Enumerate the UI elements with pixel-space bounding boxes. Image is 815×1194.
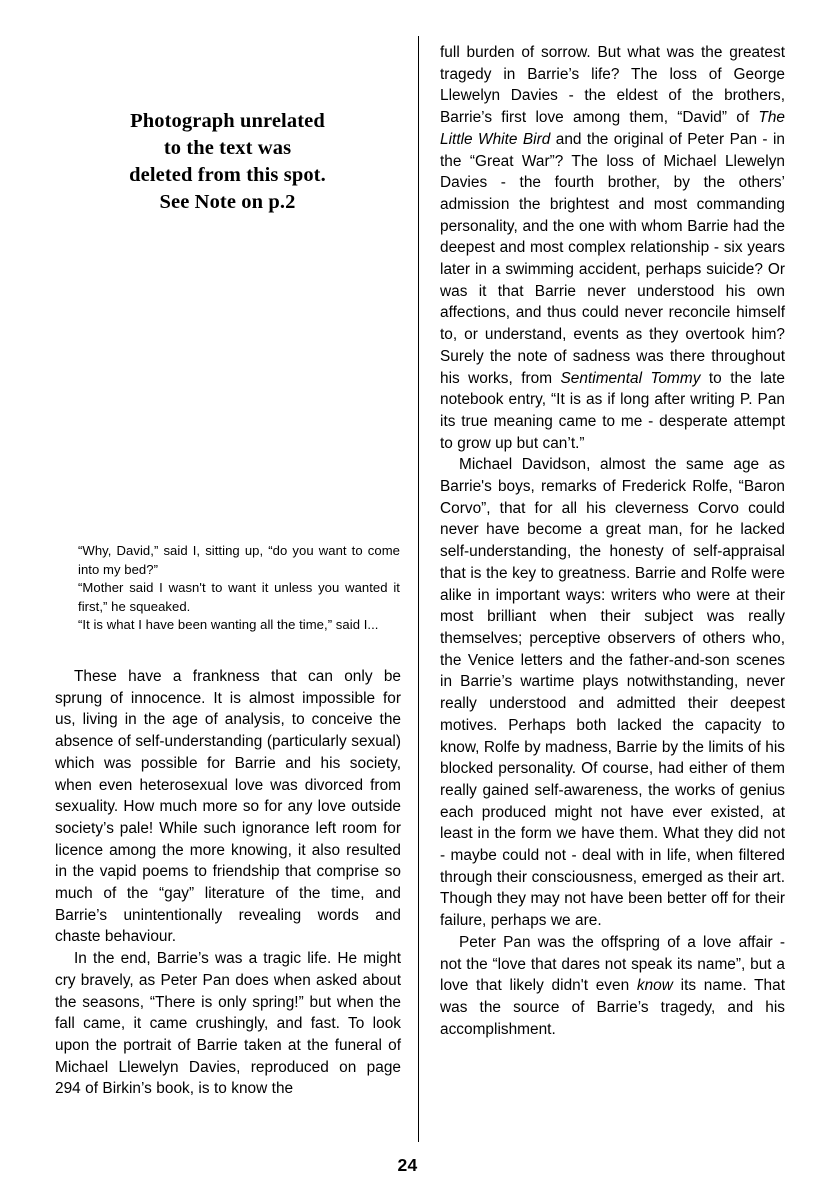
paragraph-text-run: full burden of sorrow. But what was the greatest tragedy in Barrie’s life? The loss of George Llewelyn Davies - the eldest of the brothers, Barrie’s first love among them, “David” of [440,44,785,127]
book-title-little-white-bird: The Little White Bird [440,109,785,148]
left-column [55,40,400,216]
photo-notice-line-2: to the text was [163,137,292,159]
photo-notice-line-4: See Note on p.2 [159,191,296,213]
right-column [440,42,785,1040]
paragraph [440,42,785,454]
paragraph-text-run: to the late notebook entry, “It is as if long after writing P. Pan its true meaning came to me - desperate attempt to grow up but can’t.” [440,369,785,452]
photo-notice-line-1: Photograph unrelated [130,110,325,132]
blockquote-line-3: “It is what I have been wanting all the time,” said I... [78,617,379,633]
paragraph-text-run: its name. That was the source of Barrie’s tragedy, and his accomplishment. [440,977,785,1038]
paragraph [440,932,785,1041]
book-title-sentimental-tommy: Sentimental Tommy [560,369,701,387]
blockquote-line-2: “Mother said I wasn't to want it unless you wanted it first,” he squeaked. [78,580,400,614]
paragraph-text-run: Peter Pan was the offspring of a love affair - not the “love that dares not speak its name”, but a love that likely didn't even [440,933,785,995]
blockquote-line-1: “Why, David,” said I, sitting up, “do you want to come into my bed?” [78,543,400,577]
paragraph-text-run: and the original of Peter Pan - in the “Great War”? The loss of Michael Llewelyn Davies - the fourth brother, by the others’ admission the brightest and most commanding personality, and the one with whom Barrie had the deepest and most complex relationship - six years later in a swimming accident, perhaps suicide? Or was it that Barrie never understood his own affections, and thus could never reconcile himself to, or understand, events as they overtook him? Surely the note of sadness was there throughout his works, from [440,130,786,387]
paragraph: Michael Davidson, almost the same age as Barrie's boys, remarks of Frederick Rolfe, “Baron Corvo”, that for all his cleverness Corvo could never have become a great man, for he lacked self-understanding, the honesty of self-appraisal that is the key to greatness. Barrie and Rolfe were alike in important ways: writers who were at their most brilliant when their subject was really themselves; perceptive observers of others who, the Venice letters and the father-and-son scenes in Barrie’s wartime plays notwithstanding, never really understood and admitted their deepest motives. Perhaps both lacked the capacity to know, Rolfe by madness, Barrie by the limits of his blocked personality. Of course, had either of them really gained self-awareness, the works of genius each produced might not have ever existed, at least in the form we have them. What they did not - maybe could not - deal with in life, when filtered through their consciousness, emerged as their art. Though they may not have been better off for their failure, perhaps we are. [440,456,785,930]
left-column-body [55,666,401,1100]
paragraph: These have a frankness that can only be sprung of innocence. It is almost impossible for us, living in the age of analysis, to conceive the absence of self-understanding (particularly sexual) which was possible for Barrie and his society, when even heterosexual love was divorced from sexuality. How much more so for any love outside society’s pale! While such ignorance left room for licence among the more knowing, it also resulted in the vapid poems to friendship that comprise so much of the “gay” literature of the time, and Barrie’s unintentionally revealing words and chaste behaviour. [55,668,401,946]
photo-removed-notice [55,40,400,216]
emphasis-know: know [636,977,673,995]
blockquote-dialogue [78,542,400,635]
paragraph: In the end, Barrie’s was a tragic life. He might cry bravely, as Peter Pan does when asked about the seasons, “There is only spring!” but when the fall came, it came crushingly, and fast. To look upon the portrait of Barrie taken at the funeral of Michael Llewelyn Davies, reproduced on page 294 of Birkin’s book, is to know the [55,950,401,1098]
photo-notice-line-3: deleted from this spot. [129,164,326,186]
column-divider [418,36,419,1142]
page-number: 24 [397,1155,418,1175]
